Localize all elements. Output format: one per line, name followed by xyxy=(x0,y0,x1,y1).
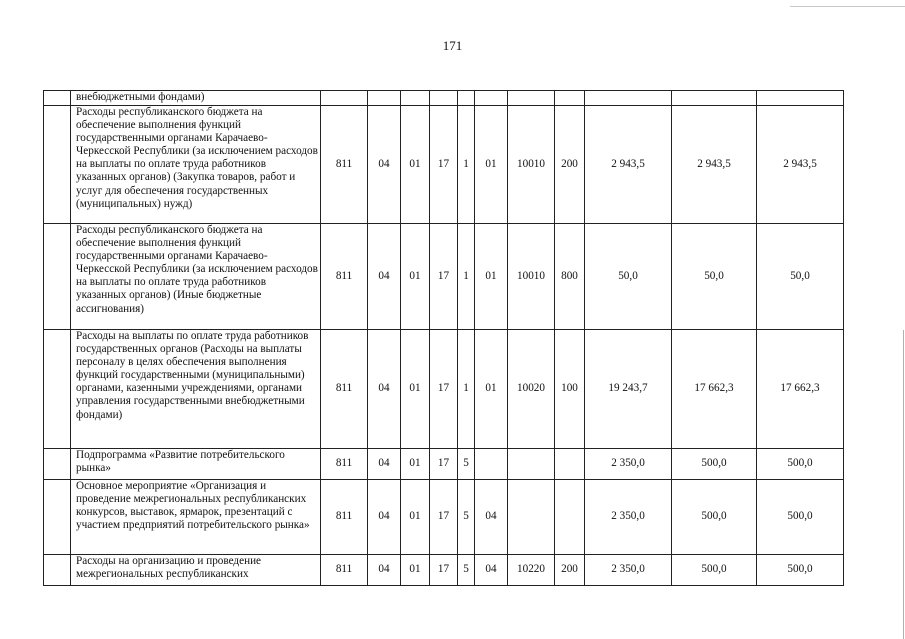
code-expense-type: 100 xyxy=(555,330,585,449)
code-section: 04 xyxy=(368,555,401,586)
code-event: 01 xyxy=(475,224,508,330)
code-event: 04 xyxy=(475,555,508,586)
code-expense-type xyxy=(555,480,585,555)
amount-year-2: 500,0 xyxy=(672,480,757,555)
code-event xyxy=(475,91,508,106)
code-subprogram: 1 xyxy=(458,224,475,330)
code-subsection: 01 xyxy=(401,555,430,586)
amount-year-2: 500,0 xyxy=(672,449,757,480)
code-gov: 811 xyxy=(321,555,368,586)
page-number: 171 xyxy=(442,38,463,53)
code-gov: 811 xyxy=(321,330,368,449)
table-row xyxy=(44,106,844,224)
row-number-cell xyxy=(44,91,71,106)
table-row xyxy=(44,555,844,586)
code-event: 01 xyxy=(475,330,508,449)
code-section: 04 xyxy=(368,449,401,480)
code-direction: 10010 xyxy=(508,224,555,330)
table-row xyxy=(44,91,844,106)
code-subprogram: 5 xyxy=(458,480,475,555)
code-section: 04 xyxy=(368,106,401,224)
amount-year-1: 50,0 xyxy=(585,224,672,330)
budget-table xyxy=(43,90,844,586)
amount-year-3: 17 662,3 xyxy=(757,330,844,449)
code-program: 17 xyxy=(430,330,458,449)
code-direction: 10010 xyxy=(508,106,555,224)
code-direction xyxy=(508,449,555,480)
code-program: 17 xyxy=(430,449,458,480)
code-subprogram: 1 xyxy=(458,330,475,449)
code-gov: 811 xyxy=(321,480,368,555)
code-gov xyxy=(321,91,368,106)
scan-artifact-right xyxy=(903,330,904,639)
code-direction xyxy=(508,91,555,106)
amount-year-3 xyxy=(757,91,844,106)
row-name: внебюджетными фондами) xyxy=(71,91,321,106)
row-name: Расходы республиканского бюджета на обеспечение выполнения функций государственными органами Карачаево-Черкесской Республики (за исключением расходов на выплаты по оплате труда работников указанных органов) (Закупка товаров, работ и услуг для обеспечения государственных (муниципальных) нужд) xyxy=(71,106,321,224)
table-row xyxy=(44,480,844,555)
table-row xyxy=(44,330,844,449)
amount-year-1: 2 350,0 xyxy=(585,449,672,480)
code-expense-type xyxy=(555,449,585,480)
row-name: Основное мероприятие «Организация и проведение межрегиональных республиканских конкурсов, выставок, ярмарок, презентаций с участием предприятий потребительского рынка» xyxy=(71,480,321,555)
amount-year-3: 50,0 xyxy=(757,224,844,330)
row-number-cell xyxy=(44,555,71,586)
amount-year-3: 2 943,5 xyxy=(757,106,844,224)
code-section: 04 xyxy=(368,480,401,555)
amount-year-1: 2 350,0 xyxy=(585,480,672,555)
amount-year-2: 50,0 xyxy=(672,224,757,330)
row-number-cell xyxy=(44,224,71,330)
row-name: Расходы на организацию и проведение межрегиональных республиканских xyxy=(71,555,321,586)
code-program xyxy=(430,91,458,106)
code-subprogram: 5 xyxy=(458,449,475,480)
code-subsection: 01 xyxy=(401,480,430,555)
row-number-cell xyxy=(44,449,71,480)
code-direction xyxy=(508,480,555,555)
code-section: 04 xyxy=(368,330,401,449)
row-number-cell xyxy=(44,330,71,449)
amount-year-2: 17 662,3 xyxy=(672,330,757,449)
code-event xyxy=(475,449,508,480)
code-subsection: 01 xyxy=(401,330,430,449)
code-program: 17 xyxy=(430,480,458,555)
code-subprogram: 1 xyxy=(458,106,475,224)
code-event: 04 xyxy=(475,480,508,555)
code-subsection: 01 xyxy=(401,224,430,330)
code-subprogram: 5 xyxy=(458,555,475,586)
code-subsection xyxy=(401,91,430,106)
row-name: Расходы на выплаты по оплате труда работников государственных органов (Расходы на выплаты персоналу в целях обеспечения выполнения функций государственными (муниципальными) органами, казенными учреждениями, органами управления государственными внебюджетными фондами) xyxy=(71,330,321,449)
code-expense-type: 800 xyxy=(555,224,585,330)
code-gov: 811 xyxy=(321,224,368,330)
row-name: Расходы республиканского бюджета на обеспечение выполнения функций государственными органами Карачаево-Черкесской Республики (за исключением расходов на выплаты по оплате труда работников указанных органов) (Иные бюджетные ассигнования) xyxy=(71,224,321,330)
scan-artifact-top xyxy=(790,6,905,7)
table-row xyxy=(44,224,844,330)
amount-year-1: 2 350,0 xyxy=(585,555,672,586)
code-direction: 10220 xyxy=(508,555,555,586)
amount-year-2 xyxy=(672,91,757,106)
code-subsection: 01 xyxy=(401,106,430,224)
code-section xyxy=(368,91,401,106)
amount-year-1: 19 243,7 xyxy=(585,330,672,449)
code-expense-type: 200 xyxy=(555,555,585,586)
code-direction: 10020 xyxy=(508,330,555,449)
amount-year-3: 500,0 xyxy=(757,555,844,586)
amount-year-2: 2 943,5 xyxy=(672,106,757,224)
code-gov: 811 xyxy=(321,106,368,224)
code-expense-type xyxy=(555,91,585,106)
amount-year-2: 500,0 xyxy=(672,555,757,586)
row-name: Подпрограмма «Развитие потребительского рынка» xyxy=(71,449,321,480)
code-expense-type: 200 xyxy=(555,106,585,224)
code-event: 01 xyxy=(475,106,508,224)
code-subsection: 01 xyxy=(401,449,430,480)
code-program: 17 xyxy=(430,106,458,224)
code-program: 17 xyxy=(430,224,458,330)
row-number-cell xyxy=(44,106,71,224)
row-number-cell xyxy=(44,480,71,555)
code-subprogram xyxy=(458,91,475,106)
amount-year-1 xyxy=(585,91,672,106)
code-gov: 811 xyxy=(321,449,368,480)
amount-year-1: 2 943,5 xyxy=(585,106,672,224)
table-row xyxy=(44,449,844,480)
code-section: 04 xyxy=(368,224,401,330)
amount-year-3: 500,0 xyxy=(757,449,844,480)
code-program: 17 xyxy=(430,555,458,586)
amount-year-3: 500,0 xyxy=(757,480,844,555)
